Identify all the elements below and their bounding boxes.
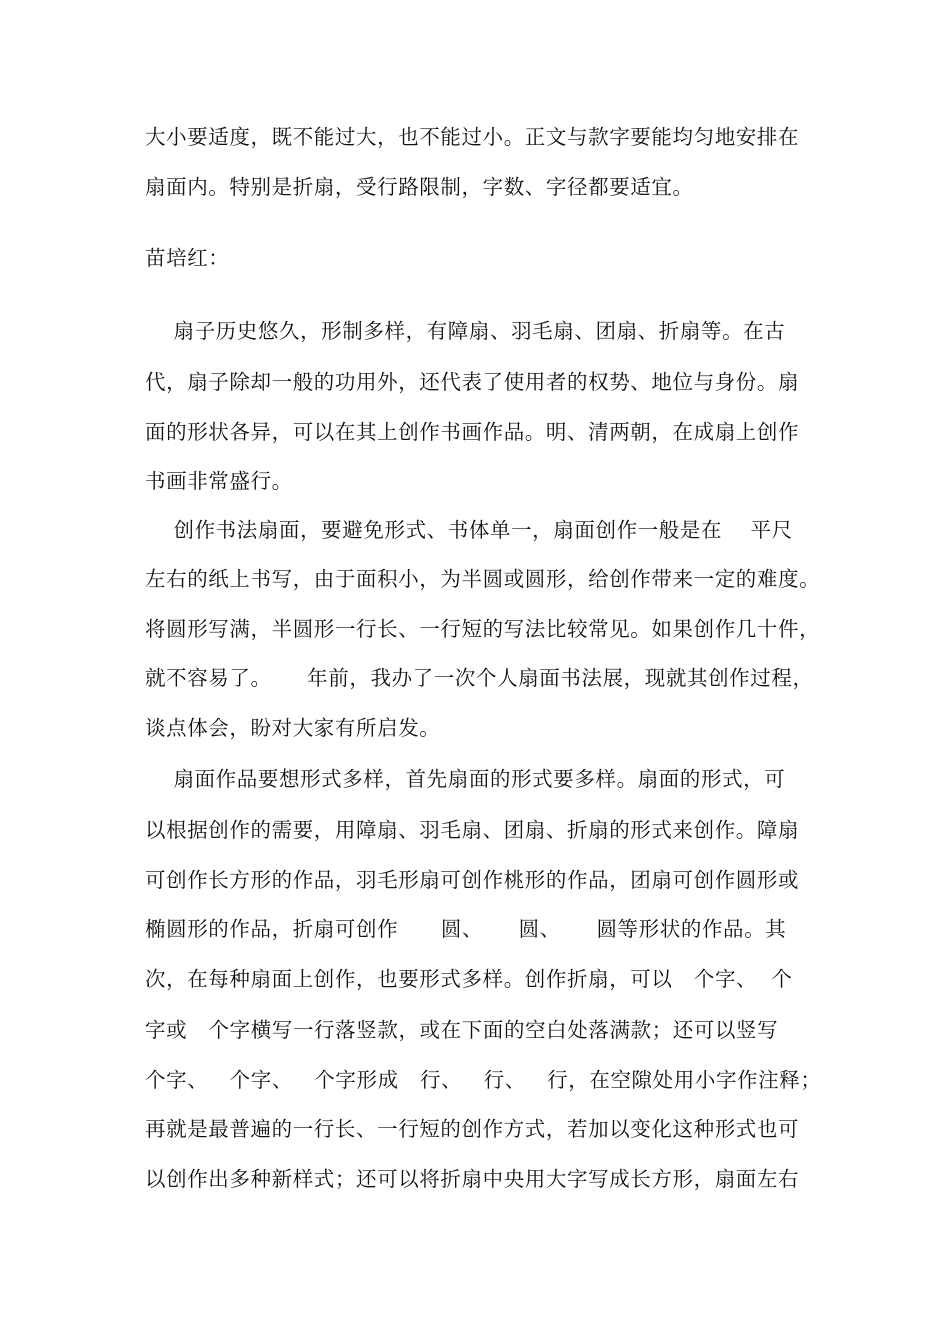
text-line: 扇子历史悠久，形制多样，有障扇、羽毛扇、团扇、折扇等。在古 — [145, 319, 786, 343]
text-line: 代，扇子除却一般的功用外，还代表了使用者的权势、地位与身份。扇 — [145, 370, 800, 394]
text-line: 大小要适度，既不能过大，也不能过小。正文与款字要能均匀地安排在 — [145, 125, 800, 149]
text-line: 再就是最普遍的一行长、一行短的创作方式，若加以变化这种形式也可 — [145, 1117, 800, 1141]
text-line: 就不容易了。 年前，我办了一次个人扇面书法展，现就其创作过程， — [145, 666, 814, 690]
text-line: 以根据创作的需要，用障扇、羽毛扇、团扇、折扇的形式来创作。障扇 — [145, 818, 800, 842]
text-line: 创作书法扇面，要避免形式、书体单一，扇面创作一般是在 平尺 — [145, 518, 793, 542]
text-line: 以创作出多种新样式；还可以将折扇中央用大字写成长方形，扇面左右 — [145, 1167, 800, 1191]
text-line: 扇面内。特别是折扇，受行路限制，字数、字径都要适宜。 — [145, 175, 694, 199]
text-line: 次，在每种扇面上创作，也要形式多样。创作折扇，可以 个字、 个 — [145, 967, 793, 991]
text-line: 面的形状各异，可以在其上创作书画作品。明、清两朝，在成扇上创作 — [145, 420, 800, 444]
text-line: 扇面作品要想形式多样，首先扇面的形式要多样。扇面的形式，可 — [145, 767, 786, 791]
text-line: 椭圆形的作品，折扇可创作 圆、 圆、 圆等形状的作品。其 — [145, 917, 787, 941]
text-line: 书画非常盛行。 — [145, 469, 293, 493]
speaker-label: 苗培红： — [145, 246, 230, 270]
text-line: 字或 个字横写一行落竖款，或在下面的空白处落满款；还可以竖写 — [145, 1018, 779, 1042]
text-line: 个字、 个字、 个字形成 行、 行、 行，在空隙处用小字作注释； — [145, 1068, 822, 1092]
text-line: 左右的纸上书写，由于面积小，为半圆或圆形，给创作带来一定的难度。 — [145, 567, 821, 591]
text-line: 谈点体会，盼对大家有所启发。 — [145, 716, 441, 740]
text-line: 将圆形写满，半圆形一行长、一行短的写法比较常见。如果创作几十件， — [145, 617, 821, 641]
text-line: 可创作长方形的作品，羽毛形扇可创作桃形的作品，团扇可创作圆形或 — [145, 868, 800, 892]
